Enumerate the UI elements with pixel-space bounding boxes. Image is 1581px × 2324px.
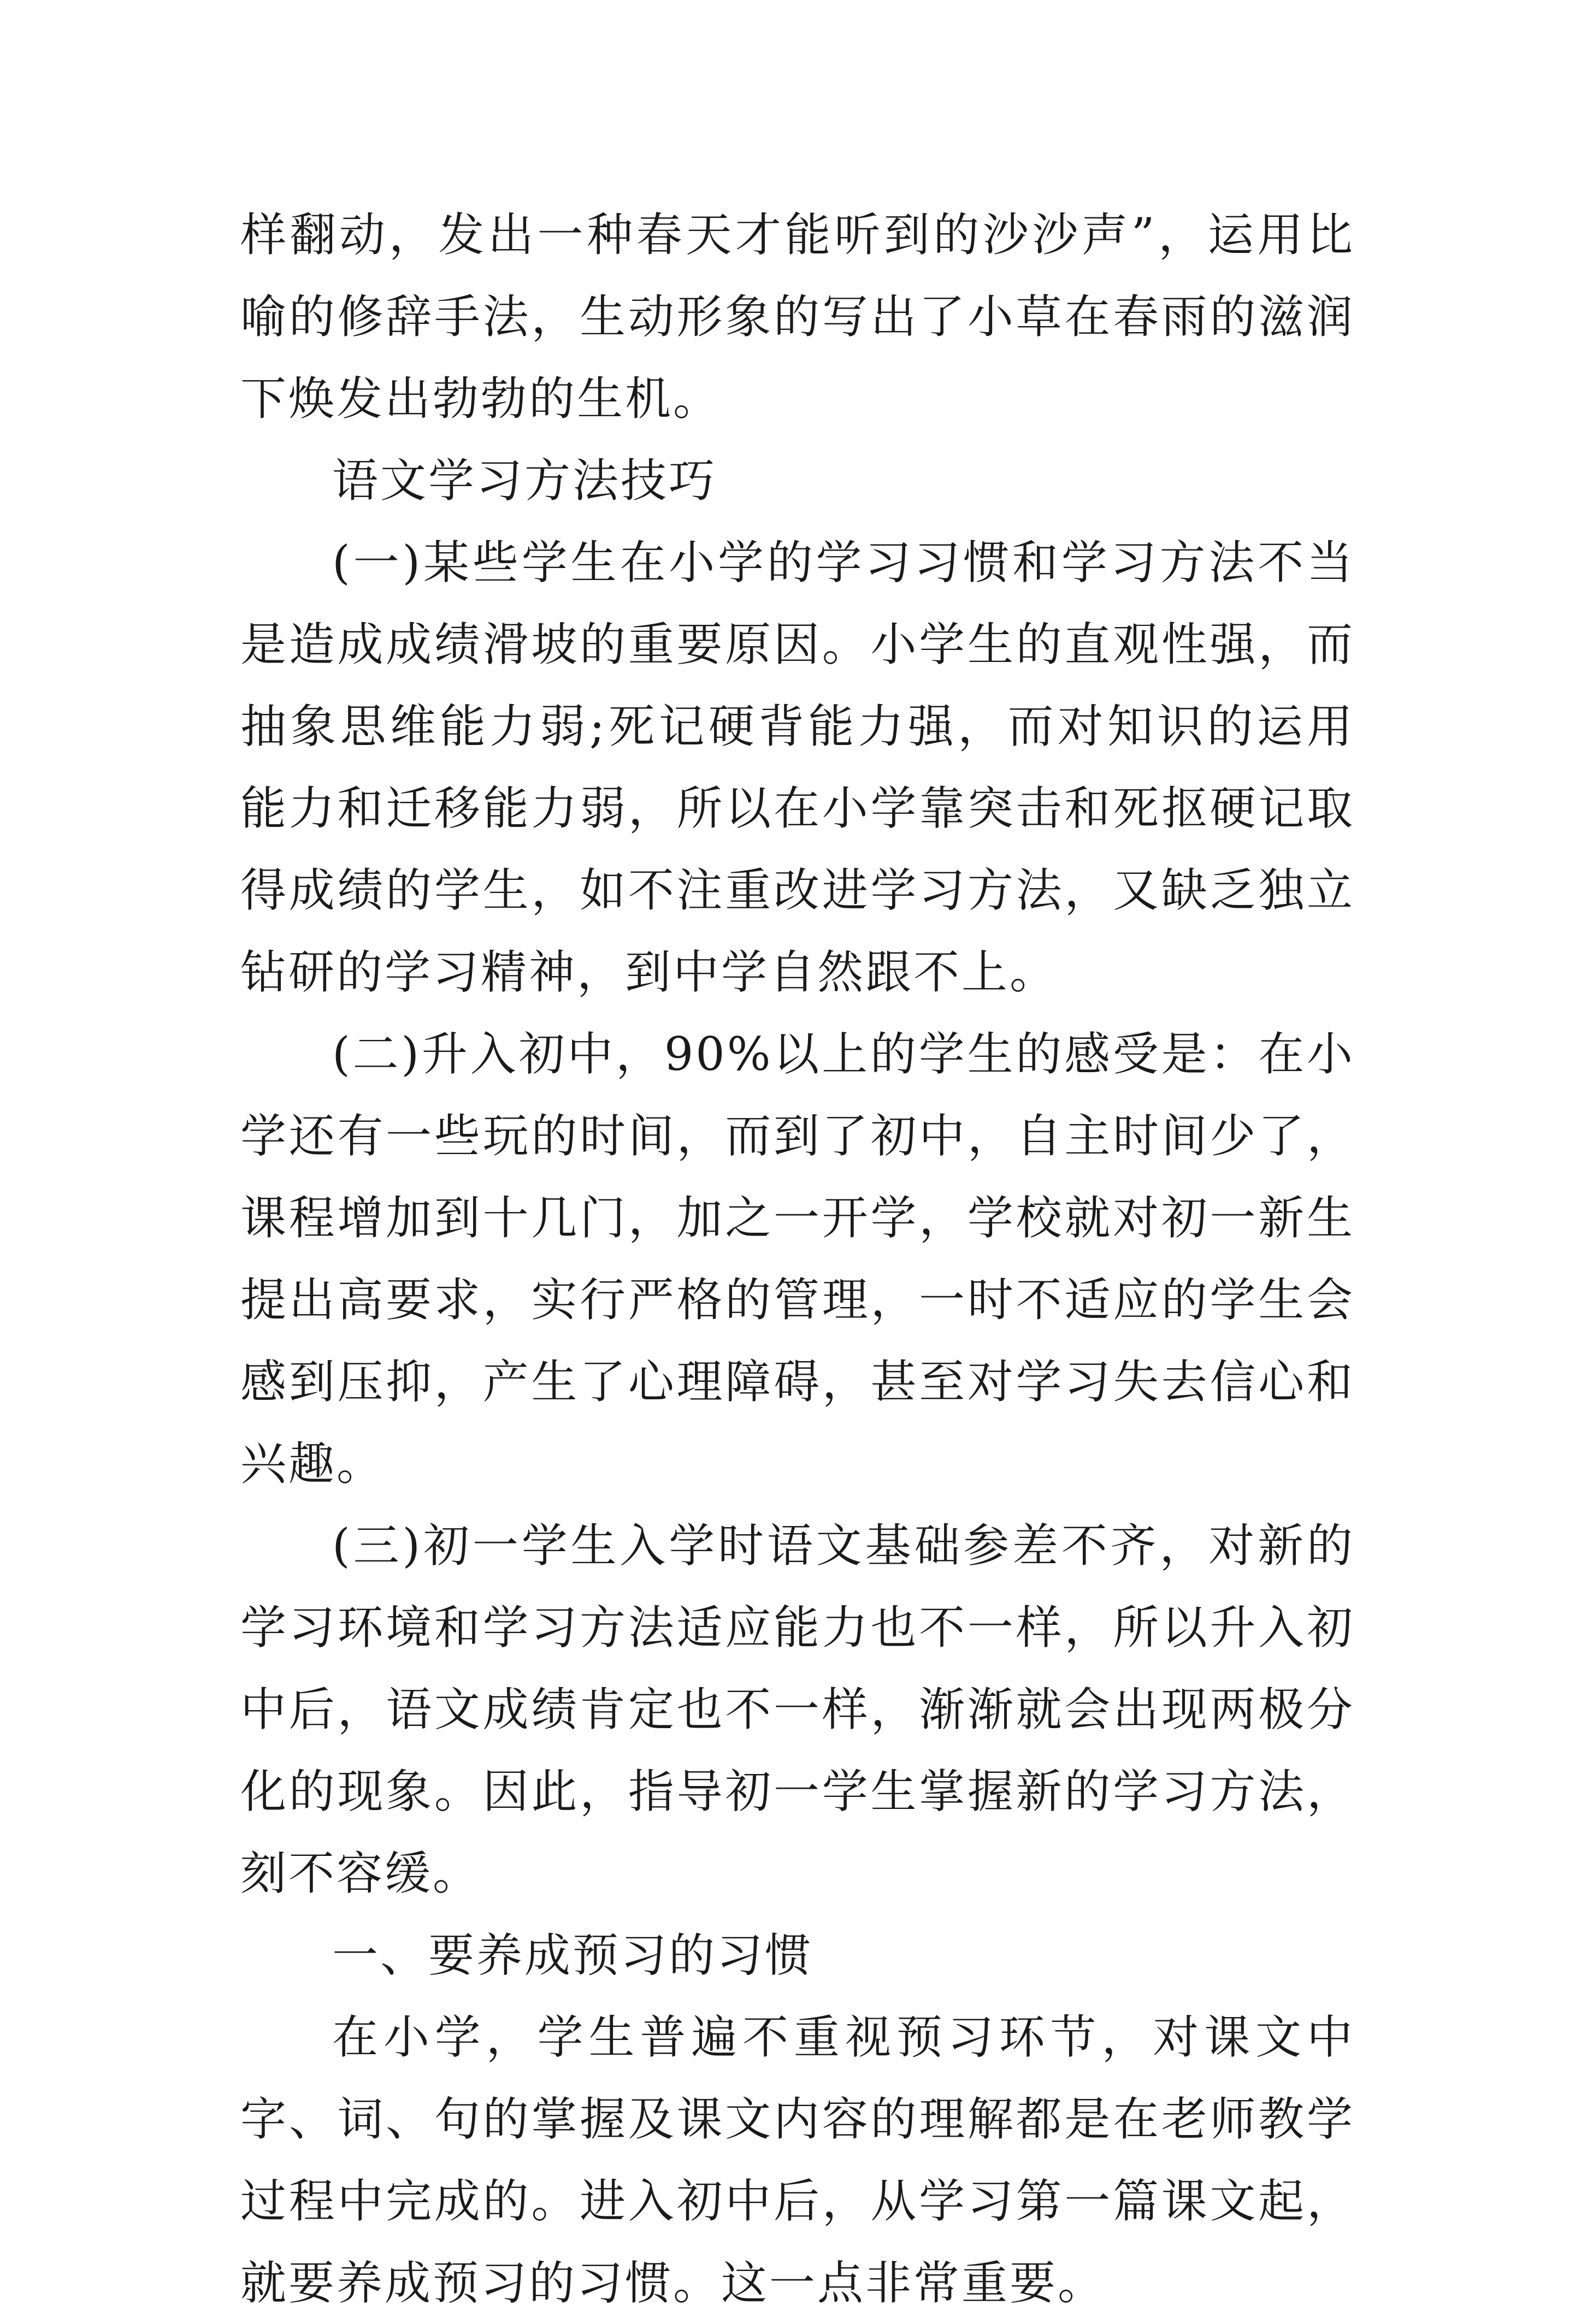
section-heading-preview: 一、要养成预习的习惯 — [332, 1929, 813, 1982]
paragraph-point-one: (一)某些学生在小学的学习习惯和学习方法不当是造成成绩滑坡的重要原因。小学生的直观性强，而抽象思维能力弱;死记硬背能力强，而对知识的运用能力和迁移能力弱，所以在小学靠突击和死抠硬记取得成绩的学生，如不注重改进学习方法，又缺乏独立钻研的学习精神，到中学自然跟不上。 — [240, 536, 1355, 999]
paragraph-point-two: (二)升入初中，90%以上的学生的感受是：在小学还有一些玩的时间，而到了初中，自主时间少了，课程增加到十几门，加之一开学，学校就对初一新生提出高要求，实行严格的管理，一时不适应的学生会感到压抑，产生了心理障碍，甚至对学习失去信心和兴趣。 — [240, 1027, 1355, 1491]
paragraph-preview-habit: 在小学，学生普遍不重视预习环节，对课文中字、词、句的掌握及课文内容的理解都是在老师教学过程中完成的。进入初中后，从学习第一篇课文起，就要养成预习的习惯。这一点非常重要。 — [240, 2010, 1355, 2310]
paragraph-point-three: (三)初一学生入学时语文基础参差不齐，对新的学习环境和学习方法适应能力也不一样，所以升入初中后，语文成绩肯定也不一样，渐渐就会出现两极分化的现象。因此，指导初一学生掌握新的学习方法，刻不容缓。 — [240, 1519, 1355, 1900]
paragraph-continuation: 样翻动，发出一种春天才能听到的沙沙声”，运用比喻的修辞手法，生动形象的写出了小草在春雨的滋润下焕发出勃勃的生机。 — [240, 208, 1355, 425]
body-text — [240, 194, 1355, 2324]
section-heading-methods: 语文学习方法技巧 — [332, 454, 717, 507]
